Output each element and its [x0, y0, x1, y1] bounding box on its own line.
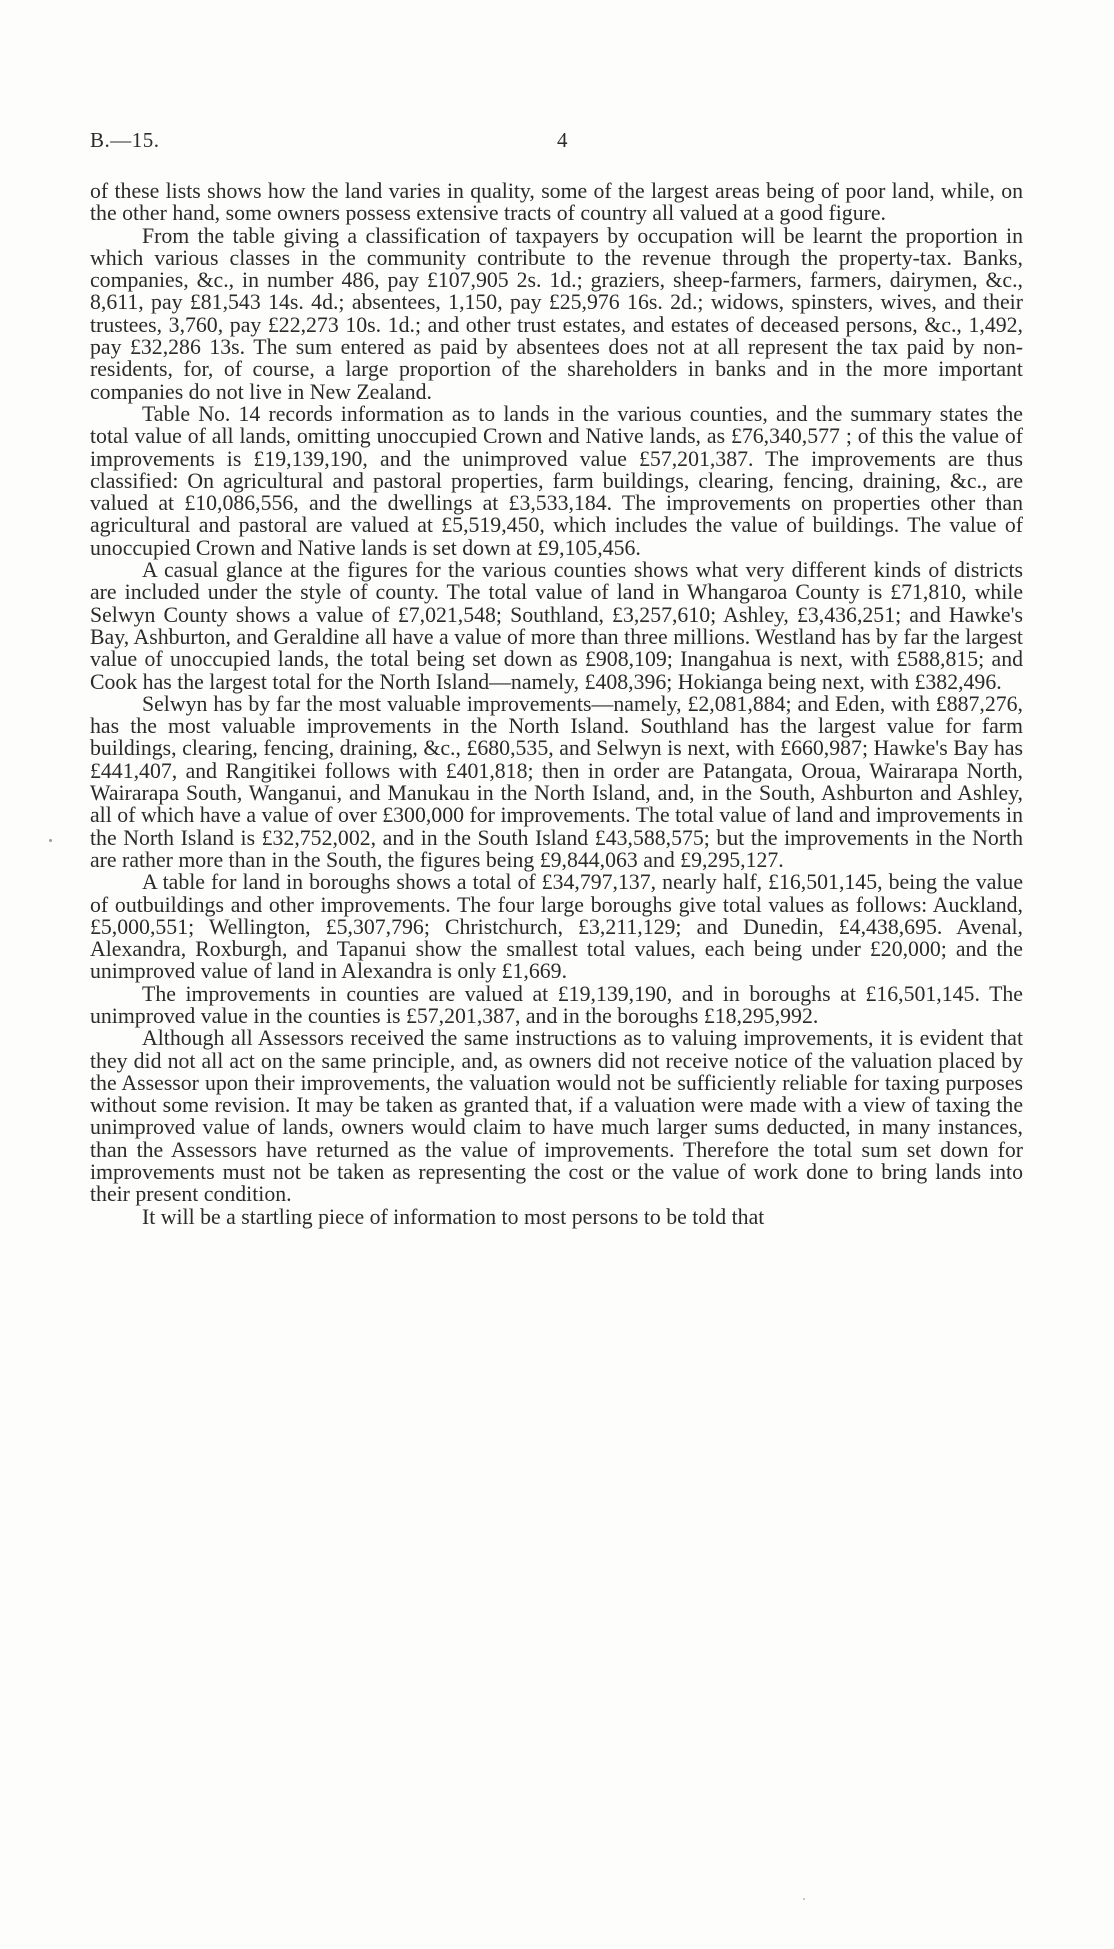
paragraph-county-lands-summary: Table No. 14 records information as to lands in the various counties, and the summary states the total value of all lands, omitting unoccupied Crown and Native lands, as £76,340,577 ; of this the value of improvements is £19,139,190, and the unimproved value £57,201,387. The improvements are thus classified: On agricultural and pastoral properties, farm buildings, clearing, fencing, draining, &c., are valued at £10,086,556, and the dwellings at £3,533,184. The improvements on properties other than agricultural and pastoral are valued at £5,519,450, which includes the value of buildings. The value of unoccupied Crown and Native lands is set down at £9,105,456.	[90, 401, 1023, 560]
paragraph-final-partial: It will be a startling piece of information to most persons to be told that	[142, 1204, 765, 1229]
margin-speck	[803, 1898, 805, 1900]
page-number: 4	[557, 128, 568, 152]
paragraph-counties-vs-boroughs: The improvements in counties are valued at £19,139,190, and in boroughs at £16,501,145. The unimproved value in the counties is £57,201,387, and in the boroughs £18,295,992.	[90, 981, 1023, 1028]
document-reference: B.—15.	[90, 128, 160, 152]
page-header	[90, 128, 1030, 158]
body-text	[90, 180, 1023, 1228]
margin-speck	[49, 839, 52, 842]
paragraph-continuation: of these lists shows how the land varies in quality, some of the largest areas being of poor land, while, on the other hand, some owners possess extensive tracts of country all valued at a good figure.	[90, 179, 1023, 226]
paragraph-county-comparison: A casual glance at the figures for the various counties shows what very different kinds of districts are included under the style of county. The total value of land in Whangaroa County is £71,810, while Selwyn County shows a value of £7,021,548; Southland, £3,257,610; Ashley, £3,436,251; and Hawke's Bay, Ashburton, and Geraldine all have a value of more than three millions. Westland has by far the largest value of unoccupied lands, the total being set down as £908,109; Inangahua is next, with £588,815; and Cook has the largest total for the North Island—namely, £408,396; Hokianga being next, with £382,496.	[90, 558, 1023, 694]
paragraph-improvements-by-county: Selwyn has by far the most valuable improvements—namely, £2,081,884; and Eden, with £887,276, has the most valuable improvements in the North Island. Southland has the largest value for farm buildings, clearing, fencing, draining, &c., £680,535, and Selwyn is next, with £660,987; Hawke's Bay has £441,407, and Rangitikei follows with £401,818; then in order are Patangata, Oroua, Wairarapa North, Wairarapa South, Wanganui, and Manukau in the North Island, and, in the South, Ashburton and Ashley, all of which have a value of over £300,000 for improvements. The total value of land and improvements in the North Island is £32,752,002, and in the South Island £43,588,575; but the improvements in the North are rather more than in the South, the figures being £9,844,063 and £9,295,127.	[90, 691, 1023, 872]
paragraph-taxpayer-classification: From the table giving a classification of taxpayers by occupation will be learnt the proportion in which various classes in the community contribute to the revenue through the property-tax. Banks, companies, &c., in number 486, pay £107,905 2s. 1d.; graziers, sheep-farmers, farmers, dairymen, &c., 8,611, pay £81,543 14s. 4d.; absentees, 1,150, pay £25,976 16s. 2d.; widows, spinsters, wives, and their trustees, 3,760, pay £22,273 10s. 1d.; and other trust estates, and estates of deceased persons, &c., 1,492, pay £32,286 13s. The sum entered as paid by absentees does not at all represent the tax paid by non-residents, for, of course, a large proportion of the shareholders in banks and in the more important companies do not live in New Zealand.	[90, 223, 1023, 404]
paragraph-assessor-valuation: Although all Assessors received the same instructions as to valuing improvements, it is evident that they did not all act on the same principle, and, as owners did not receive notice of the valuation placed by the Assessor upon their improvements, the valuation would not be sufficiently reliable for taxing purposes without some revision. It may be taken as granted that, if a valuation were made with a view of taxing the unimproved value of lands, owners would claim to have much larger sums deducted, in many instances, than the Assessors have returned as the value of improvements. Therefore the total sum set down for improvements must not be taken as representing the cost or the value of work done to bring lands into their present condition.	[90, 1026, 1023, 1207]
paragraph-borough-lands: A table for land in boroughs shows a total of £34,797,137, nearly half, £16,501,145, being the value of outbuildings and other improvements. The four large boroughs give total values as follows: Auckland, £5,000,551; Wellington, £5,307,796; Christchurch, £3,211,129; and Dunedin, £4,438,695. Avenal, Alexandra, Roxburgh, and Tapanui show the smallest total values, each being under £20,000; and the unimproved value of land in Alexandra is only £1,669.	[90, 870, 1023, 984]
